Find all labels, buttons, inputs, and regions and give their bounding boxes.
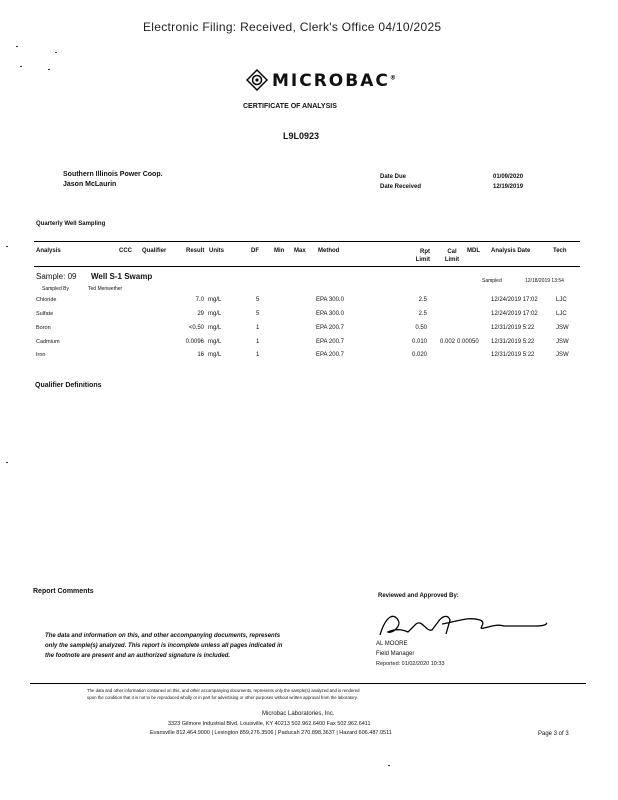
date-received-value: 12/19/2019: [493, 184, 524, 190]
reviewed-label: Reviewed and Approved By:: [378, 593, 459, 599]
cell-method: EPA 200.7: [316, 325, 344, 331]
footer-fine-print-2: upon the condition that it is not to be reproduced wholly or in part for advertising or other purposes without written approval from the laboratory.: [87, 695, 358, 700]
cell-result: <0.50: [188, 325, 204, 331]
cell-tech: LJC: [556, 297, 567, 303]
sample-name: Well S-1 Swamp: [91, 272, 153, 281]
sampled-value: 12/18/2019 13:54: [525, 278, 564, 284]
filing-banner: Electronic Filing: Received, Clerk's Office 04/10/2025: [143, 20, 442, 34]
disclaimer-line-3: the footnote are present and an authorized signature is included.: [45, 653, 231, 659]
cell-analysis-date: 12/31/2019 5:22: [491, 352, 535, 358]
cell-units: mg/L: [208, 325, 222, 331]
sampled-by-label: Sampled By: [42, 286, 69, 292]
cell-tech: LJC: [556, 311, 567, 317]
cell-method: EPA 200.7: [316, 352, 344, 358]
cell-rpt-limit: 2.5: [418, 311, 427, 317]
page-number: Page 3 of 3: [538, 731, 569, 737]
date-due-value: 01/09/2020: [493, 174, 524, 180]
reviewer-name: AL MOORE: [376, 641, 408, 647]
scan-speck: [388, 765, 390, 766]
cell-analysis: Cadmium: [36, 339, 60, 345]
col-cal-limit: Cal Limit: [444, 249, 460, 263]
cell-units: mg/L: [208, 352, 222, 358]
cell-result: 16: [197, 352, 204, 358]
reviewer-title: Field Manager: [376, 651, 415, 657]
scan-speck: [48, 69, 50, 70]
col-tech: Tech: [553, 248, 567, 254]
col-qualifier: Qualifier: [142, 248, 167, 254]
cell-df: 1: [256, 352, 260, 358]
cell-analysis: Sulfate: [36, 311, 54, 317]
cell-analysis: Boron: [36, 325, 51, 331]
cell-tech: JSW: [556, 352, 569, 358]
col-analysis: Analysis: [36, 248, 61, 254]
scan-speck: [6, 462, 8, 463]
cell-rpt-limit: 0.010: [411, 339, 427, 345]
col-units: Units: [209, 248, 224, 254]
cell-analysis-date: 12/31/2019 5:22: [491, 339, 535, 345]
cell-analysis: Iron: [36, 352, 46, 358]
report-id: L9L0923: [283, 131, 320, 141]
client-name: Southern Illinois Power Coop.: [63, 171, 163, 178]
col-analysis-date: Analysis Date: [491, 248, 531, 254]
cell-method: EPA 200.7: [316, 339, 344, 345]
disclaimer-line-1: The data and information on this, and other accompanying documents, represents: [45, 633, 281, 639]
cell-mdl: 0.00050: [457, 339, 479, 345]
sampled-by-value: Ted Meriwether: [88, 286, 123, 292]
cell-units: mg/L: [208, 297, 222, 303]
scan-speck: [16, 46, 18, 47]
cell-rpt-limit: 0.50: [415, 325, 427, 331]
footer-branches: Evansville 812.464.9000 | Lexington 859.276.3506 | Paducah 270.898.3637 | Hazard 606.487.0511: [150, 730, 392, 736]
cell-result: 29: [197, 311, 204, 317]
cell-units: mg/L: [208, 339, 222, 345]
logo-text: MICROBAC®: [272, 71, 398, 91]
col-ccc: CCC: [119, 248, 132, 254]
footer-company: Microbac Laboratories, Inc.: [262, 711, 335, 717]
scan-speck: [55, 52, 57, 53]
cell-cal-limit: 0.002: [440, 339, 456, 345]
reported-timestamp: Reported: 01/02/2020 10:33: [376, 661, 445, 667]
cell-method: EPA 300.0: [316, 297, 344, 303]
qualifier-definitions-heading: Qualifier Definitions: [35, 382, 102, 389]
table-top-rule: [34, 241, 580, 242]
scan-speck: [20, 66, 22, 67]
sampled-label: Sampled: [482, 278, 502, 284]
certificate-title: CERTIFICATE OF ANALYSIS: [243, 103, 337, 110]
project-name: Quarterly Well Sampling: [36, 221, 106, 227]
sample-label: Sample: 09: [36, 272, 77, 281]
cell-rpt-limit: 2.5: [418, 297, 427, 303]
cell-analysis-date: 12/24/2019 17:02: [491, 311, 538, 317]
cell-units: mg/L: [208, 311, 222, 317]
footer-fine-print-1: The data and other information contained on this, and other accompanying documents, represents only the sample(s) analyzed and is rendered: [87, 688, 360, 693]
date-received-label: Date Received: [380, 184, 422, 190]
col-result: Result: [186, 248, 205, 254]
footer-rule: [30, 683, 586, 684]
cell-result: 0.0096: [185, 339, 204, 345]
col-method: Method: [318, 248, 340, 254]
cell-method: EPA 300.0: [316, 311, 344, 317]
cell-df: 5: [256, 311, 260, 317]
table-header-rule: [34, 266, 580, 267]
cell-tech: JSW: [556, 325, 569, 331]
col-min: Min: [274, 248, 285, 254]
cell-analysis-date: 12/24/2019 17:02: [491, 297, 538, 303]
col-max: Max: [294, 248, 306, 254]
date-due-label: Date Due: [380, 174, 407, 180]
signature-image: [376, 610, 551, 640]
cell-df: 1: [256, 325, 260, 331]
cell-df: 1: [256, 339, 260, 345]
scan-speck: [6, 246, 8, 247]
cell-rpt-limit: 0.020: [411, 352, 427, 358]
client-contact: Jason McLaurin: [63, 181, 117, 188]
cell-analysis-date: 12/31/2019 5:22: [491, 325, 535, 331]
microbac-logo-icon: [246, 69, 268, 91]
report-comments-heading: Report Comments: [33, 588, 94, 595]
cell-tech: JSW: [556, 339, 569, 345]
cell-analysis: Chloride: [36, 297, 57, 303]
cell-result: 7.0: [195, 297, 204, 303]
col-rpt-limit: Rpt Limit: [415, 249, 430, 263]
footer-address: 3323 Gilmore Industrial Blvd. Louisville, KY 40213 502.962.6400 Fax 502.962.6411: [168, 721, 371, 727]
col-mdl: MDL: [467, 248, 480, 254]
disclaimer-line-2: only the sample(s) analyzed. This report is incomplete unless all pages indicated in: [45, 643, 283, 649]
col-df: DF: [251, 248, 259, 254]
cell-df: 5: [256, 297, 260, 303]
